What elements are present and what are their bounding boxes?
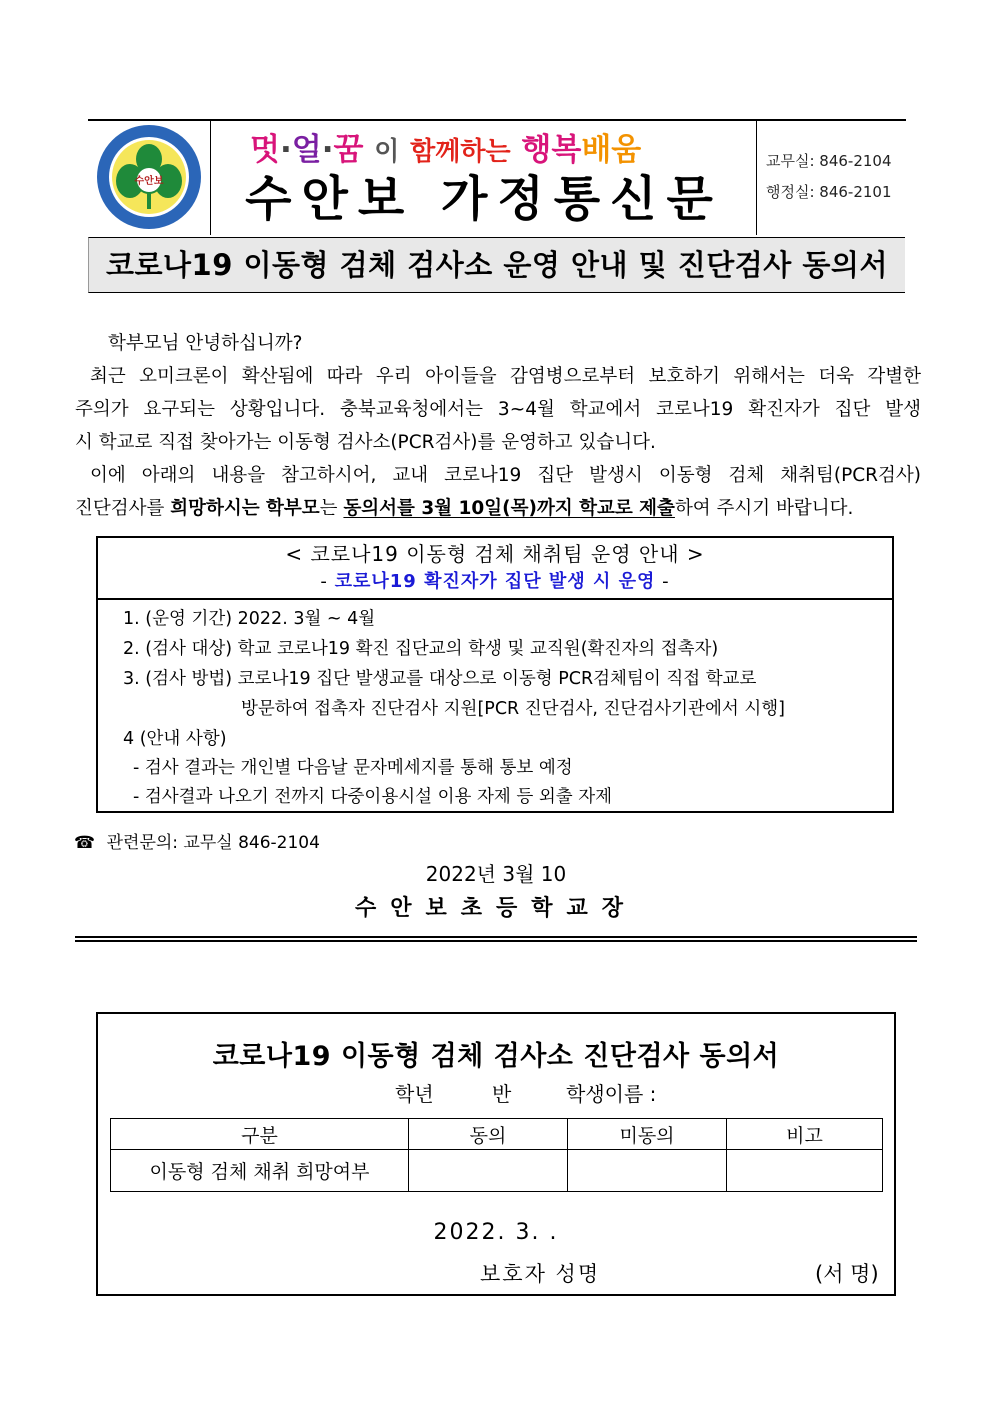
slogan-part-4: 이	[374, 137, 400, 167]
inquiry-text: 관련문의: 교무실 846-2104	[106, 833, 320, 853]
info-subtitle: 코로나19 확진자가 집단 발생 시 운영	[334, 571, 656, 592]
para2-text-c: 는	[319, 498, 344, 519]
header-divider-left	[210, 120, 211, 235]
slogan-part-2: 얼	[291, 132, 322, 168]
info-item-2: 2. (검사 대상) 학교 코로나19 확진 집단교의 학생 및 교직원(확진자의 접촉자)	[123, 639, 719, 659]
para2-emphasis-parents: 희망하시는 학부모	[170, 498, 320, 519]
info-subtitle-row	[98, 568, 892, 596]
header-divider-right	[756, 120, 757, 235]
school-logo	[90, 123, 208, 231]
logo-text: 수안보	[134, 176, 164, 187]
inquiry-line	[74, 828, 320, 853]
cut-line	[75, 936, 917, 942]
newsletter-title: 수안보 가정통신문	[245, 171, 723, 227]
class-label: 반	[492, 1082, 512, 1106]
slogan-part-3: 꿈	[333, 132, 364, 168]
row-label: 이동형 검체 채취 희망여부	[111, 1150, 409, 1192]
notice-banner	[88, 237, 905, 293]
subtitle-dash-left: -	[320, 571, 335, 592]
info-note-1: - 검사 결과는 개인별 다음날 문자메세지를 통해 통보 예정	[133, 758, 573, 778]
col-remarks: 비고	[727, 1119, 883, 1150]
info-item-4: 4 (안내 사항)	[123, 729, 227, 749]
slogan-dot-2: ·	[321, 132, 334, 168]
col-disagree: 미동의	[568, 1119, 727, 1150]
contact-admin: 행정실: 846-2101	[766, 183, 892, 201]
greeting: 학부모님 안녕하십니까?	[108, 333, 303, 354]
info-item-1: 1. (운영 기간) 2022. 3월 ~ 4월	[123, 609, 376, 629]
para1-line2: 주의가 요구되는 상황입니다. 충북교육청에서는 3~4월 학교에서 코로나19 확진자가 집단 발생	[75, 399, 921, 420]
para2-deadline: 동의서를 3월 10일(목)까지 학교로 제출	[343, 498, 675, 519]
consent-table-row	[111, 1150, 883, 1192]
principal-signature: 수안보초등학교장	[354, 896, 638, 921]
slogan-part-6: 행복	[521, 132, 582, 168]
para1-line1: 최근 오미크론이 확산됨에 따라 우리 아이들을 감염병으로부터 보호하기 위해서는 더욱 각별한	[90, 366, 921, 387]
para2-text-e: 하여 주시기 바랍니다.	[674, 498, 854, 519]
para2-line1: 이에 아래의 내용을 참고하시어, 교내 코로나19 집단 발생시 이동형 검체 채취팀(PCR검사)	[90, 465, 921, 486]
grade-label: 학년	[395, 1082, 434, 1106]
slogan-part-1: 멋	[250, 132, 280, 168]
student-name-label: 학생이름 :	[566, 1082, 657, 1106]
school-slogan	[250, 128, 720, 172]
info-item-3-cont: 방문하여 접촉자 진단검사 지원[PCR 진단검사, 진단검사기관에서 시행]	[241, 699, 785, 719]
contact-office: 교무실: 846-2104	[766, 152, 892, 170]
info-title: < 코로나19 이동형 검체 채취팀 운영 안내 >	[285, 542, 705, 566]
info-box-header	[98, 538, 892, 600]
slogan-part-5: 함께하는	[410, 137, 511, 167]
info-item-3: 3. (검사 방법) 코로나19 집단 발생교를 대상으로 이동형 PCR검체팀이 직접 학교로	[123, 669, 757, 689]
col-category: 구분	[111, 1119, 409, 1150]
signature-field[interactable]: (서 명)	[815, 1262, 879, 1286]
info-note-2: - 검사결과 나오기 전까지 다중이용시설 이용 자제 등 외출 자제	[133, 787, 613, 807]
info-box	[96, 536, 894, 813]
phone-icon: ☎	[74, 833, 96, 853]
consent-table-header	[111, 1119, 883, 1150]
consent-title: 코로나19 이동형 검체 검사소 진단검사 동의서	[212, 1041, 780, 1072]
remarks-cell[interactable]	[727, 1150, 883, 1192]
disagree-cell[interactable]	[568, 1150, 727, 1192]
agree-cell[interactable]	[409, 1150, 568, 1192]
consent-date: 2022. 3. .	[433, 1220, 559, 1245]
guardian-name-label: 보호자 성명	[480, 1262, 601, 1286]
para1-line3: 시 학교로 직접 찾아가는 이동형 검사소(PCR검사)를 운영하고 있습니다.	[75, 432, 656, 453]
consent-table	[110, 1118, 883, 1192]
notice-title: 코로나19 이동형 검체 검사소 운영 안내 및 진단검사 동의서	[106, 248, 888, 282]
slogan-dot-1: ·	[279, 132, 292, 168]
para2-line2	[75, 492, 921, 525]
notice-date: 2022년 3월 10	[425, 862, 567, 886]
col-agree: 동의	[409, 1119, 568, 1150]
slogan-part-7: 배움	[581, 132, 642, 168]
subtitle-dash-right: -	[655, 571, 670, 592]
para2-text-a: 진단검사를	[75, 498, 171, 519]
